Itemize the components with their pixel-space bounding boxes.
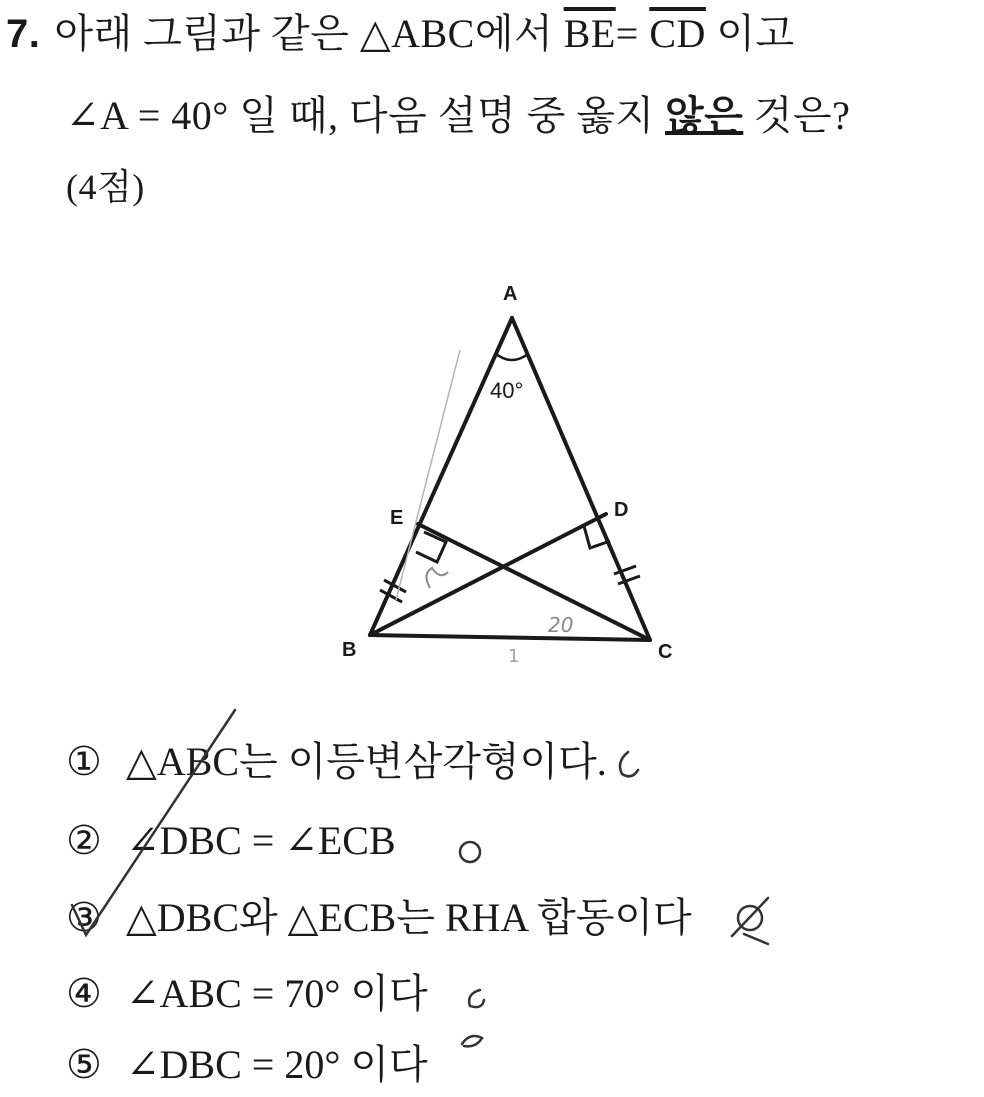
angle-arc-a xyxy=(496,354,528,360)
choice-2-number: ② xyxy=(66,818,102,863)
question-text-1a: 아래 그림과 같은 △ABC에서 xyxy=(54,11,564,56)
question-line-1 xyxy=(6,10,795,58)
choice-4-number: ④ xyxy=(66,971,102,1016)
vertex-label-e: E xyxy=(390,507,404,529)
question-text-1b: 이고 xyxy=(705,11,795,56)
segment-cd: $\overline{CD}$ xyxy=(649,11,706,56)
pencil-line xyxy=(396,350,460,600)
side-bc xyxy=(370,635,650,640)
question-text-2b: 것은? xyxy=(743,93,851,138)
angle-label-a: 40° xyxy=(490,378,524,403)
segment-ce xyxy=(418,524,650,640)
side-ab xyxy=(370,318,512,635)
choice-2[interactable] xyxy=(66,816,396,866)
pencil-arc-b xyxy=(426,568,448,588)
choice-1-text: △ABC는 이등변삼각형이다. xyxy=(126,739,607,784)
choice-1[interactable] xyxy=(66,737,607,787)
choice-5-text: ∠DBC = 20° 이다 xyxy=(126,1042,428,1087)
side-ac xyxy=(512,318,650,640)
question-text-2a: ∠A = 40° 일 때, 다음 설명 중 옳지 xyxy=(66,93,666,138)
choice-3-text: △DBC와 △ECB는 RHA 합동이다 xyxy=(126,895,692,940)
vertex-label-a: A xyxy=(503,283,518,305)
question-line-2 xyxy=(66,92,850,140)
vertex-label-c: C xyxy=(658,641,673,663)
equals-sign: = xyxy=(615,11,650,56)
pencil-note-1: 1 xyxy=(508,646,520,667)
choice-1-number: ① xyxy=(66,739,102,784)
vertex-label-b: B xyxy=(342,639,357,661)
segment-be: $\overline{BE}$ xyxy=(563,11,616,56)
question-emphasis: 않은 xyxy=(665,93,744,138)
choice-3-number: ③ xyxy=(66,895,102,940)
vertex-label-d: D xyxy=(614,499,629,521)
question-number: 7. xyxy=(6,12,41,56)
choice-4-text: ∠ABC = 70° 이다 xyxy=(126,971,428,1016)
choice-2-text: ∠DBC = ∠ECB xyxy=(126,818,396,863)
choice-4[interactable] xyxy=(66,969,428,1019)
question-points: (4점) xyxy=(66,167,145,207)
triangle-figure xyxy=(300,270,700,690)
choice-5[interactable] xyxy=(66,1040,428,1090)
choice-5-number: ⑤ xyxy=(66,1042,102,1087)
pencil-note-20: 20 xyxy=(548,613,574,637)
choice-3[interactable] xyxy=(66,893,692,943)
